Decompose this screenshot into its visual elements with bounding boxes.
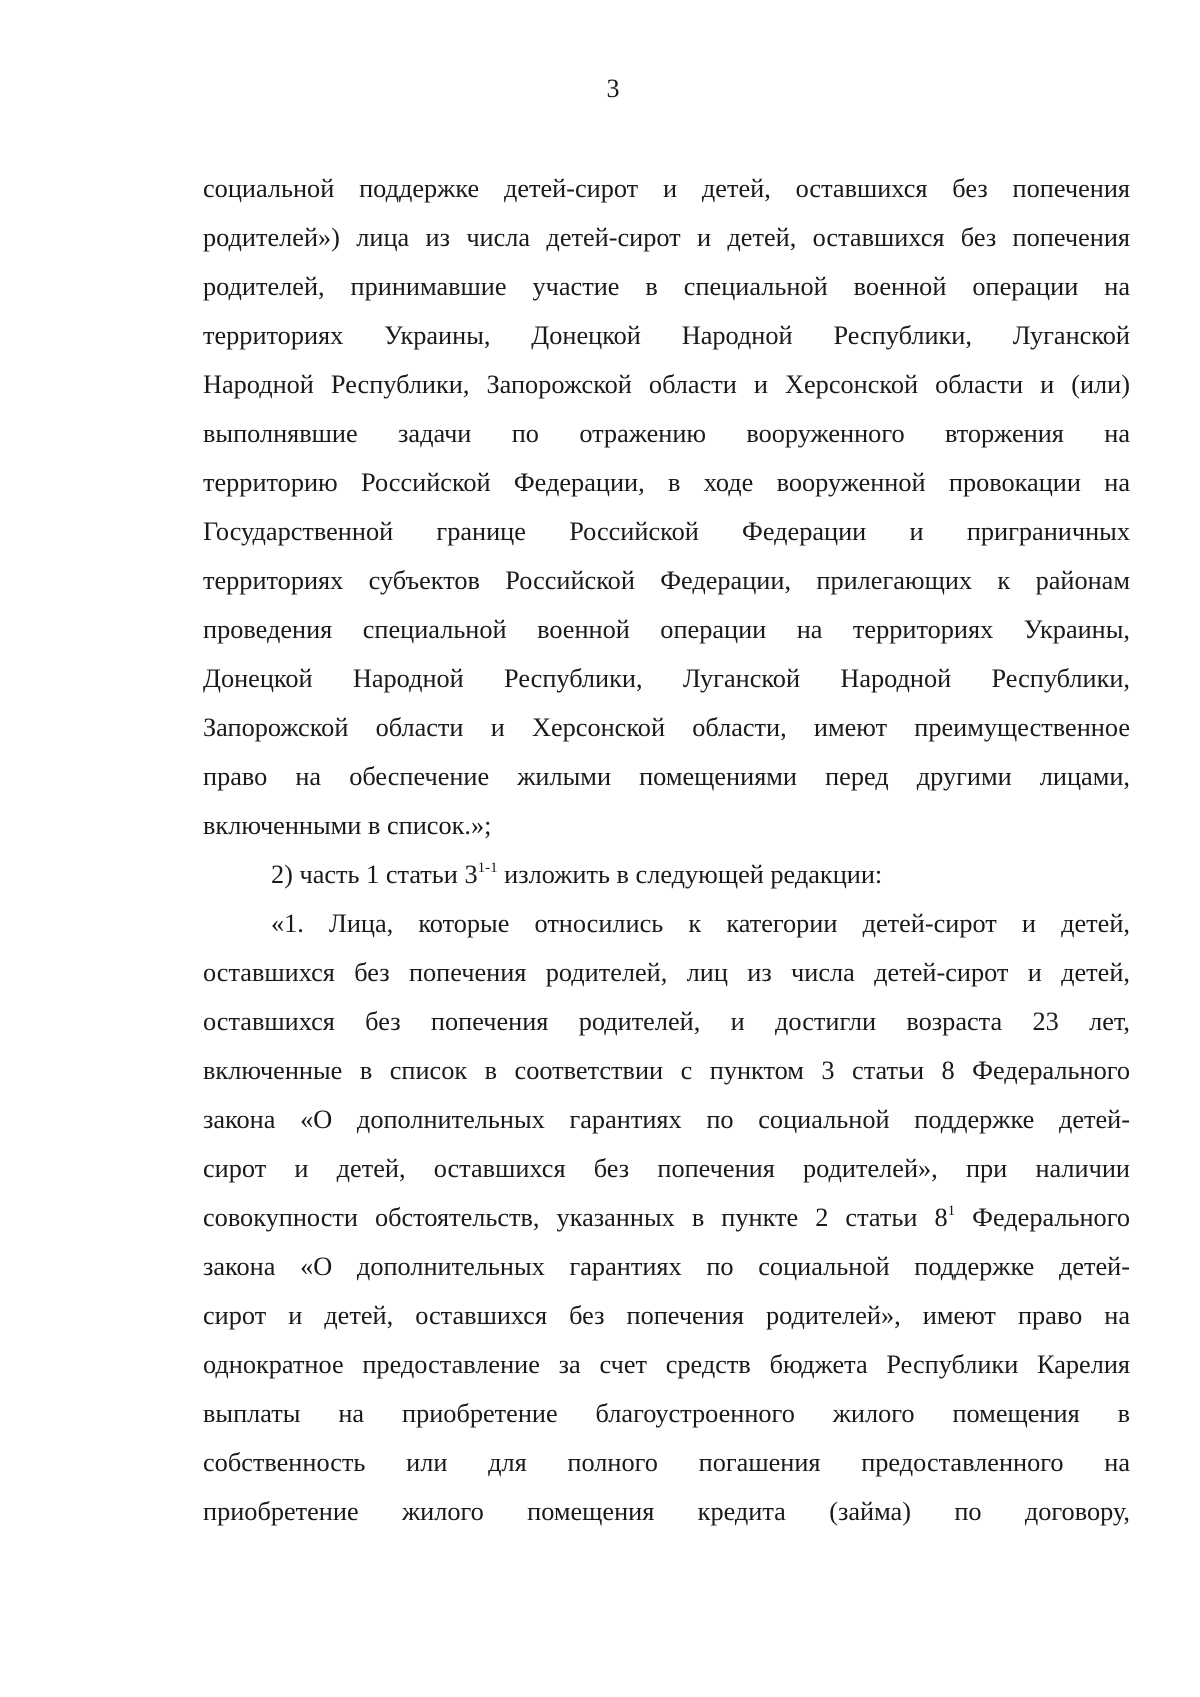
text-line: включенными в список.»;	[203, 811, 492, 840]
text-line: право на обеспечение жилыми помещениями перед другими лицами,	[203, 762, 1130, 791]
text-line: выполнявшие задачи по отражению вооруженного вторжения на	[203, 419, 1130, 448]
superscript: 1	[947, 1203, 956, 1219]
text-line	[203, 1193, 1130, 1242]
text-line: Народной Республики, Запорожской области и Херсонской области и (или)	[203, 370, 1130, 399]
quoted-paragraph	[203, 899, 1130, 1536]
text-line: Донецкой Народной Республики, Луганской Народной Республики,	[203, 664, 1130, 693]
text-line: оставшихся без попечения родителей, и достигли возраста 23 лет,	[203, 1007, 1130, 1036]
text-line: закона «О дополнительных гарантиях по социальной поддержке детей-	[203, 1105, 1130, 1134]
text-line: «1. Лица, которые относились к категории детей-сирот и детей,	[271, 909, 1130, 938]
page-number: 3	[606, 74, 620, 103]
text-line: социальной поддержке детей-сирот и детей, оставшихся без попечения	[203, 174, 1130, 203]
text-line: собственность или для полного погашения предоставленного на	[203, 1448, 1130, 1477]
text-line: территориях Украины, Донецкой Народной Республики, Луганской	[203, 321, 1130, 350]
text-line: сирот и детей, оставшихся без попечения родителей», при наличии	[203, 1154, 1130, 1183]
text-line: Запорожской области и Херсонской области, имеют преимущественное	[203, 713, 1130, 742]
item-text: изложить в следующей редакции:	[497, 860, 883, 889]
text-line: однократное предоставление за счет средств бюджета Республики Карелия	[203, 1350, 1130, 1379]
text-line: территориях субъектов Российской Федерации, прилегающих к районам	[203, 566, 1130, 595]
amendment-item-2	[203, 850, 1130, 899]
text-line: Государственной границе Российской Федерации и приграничных	[203, 517, 1130, 546]
line-text: совокупности обстоятельств, указанных в пункте 2 статьи 8	[203, 1203, 948, 1232]
document-body	[203, 164, 1130, 1536]
paragraph-continuation	[203, 164, 1130, 850]
line-text: Федерального	[955, 1203, 1130, 1232]
text-line: оставшихся без попечения родителей, лиц из числа детей-сирот и детей,	[203, 958, 1130, 987]
superscript: 1-1	[477, 860, 498, 876]
text-line: включенные в список в соответствии с пунктом 3 статьи 8 Федерального	[203, 1056, 1130, 1085]
text-line: выплаты на приобретение благоустроенного жилого помещения в	[203, 1399, 1130, 1428]
text-line: родителей, принимавшие участие в специальной военной операции на	[203, 272, 1130, 301]
text-line: территорию Российской Федерации, в ходе вооруженной провокации на	[203, 468, 1130, 497]
text-line: проведения специальной военной операции на территориях Украины,	[203, 615, 1130, 644]
text-line: родителей») лица из числа детей-сирот и детей, оставшихся без попечения	[203, 223, 1130, 252]
text-line: приобретение жилого помещения кредита (займа) по договору,	[203, 1497, 1130, 1526]
item-text: 2) часть 1 статьи 3	[271, 860, 478, 889]
text-line: сирот и детей, оставшихся без попечения родителей», имеют право на	[203, 1301, 1130, 1330]
text-line: закона «О дополнительных гарантиях по социальной поддержке детей-	[203, 1252, 1130, 1281]
